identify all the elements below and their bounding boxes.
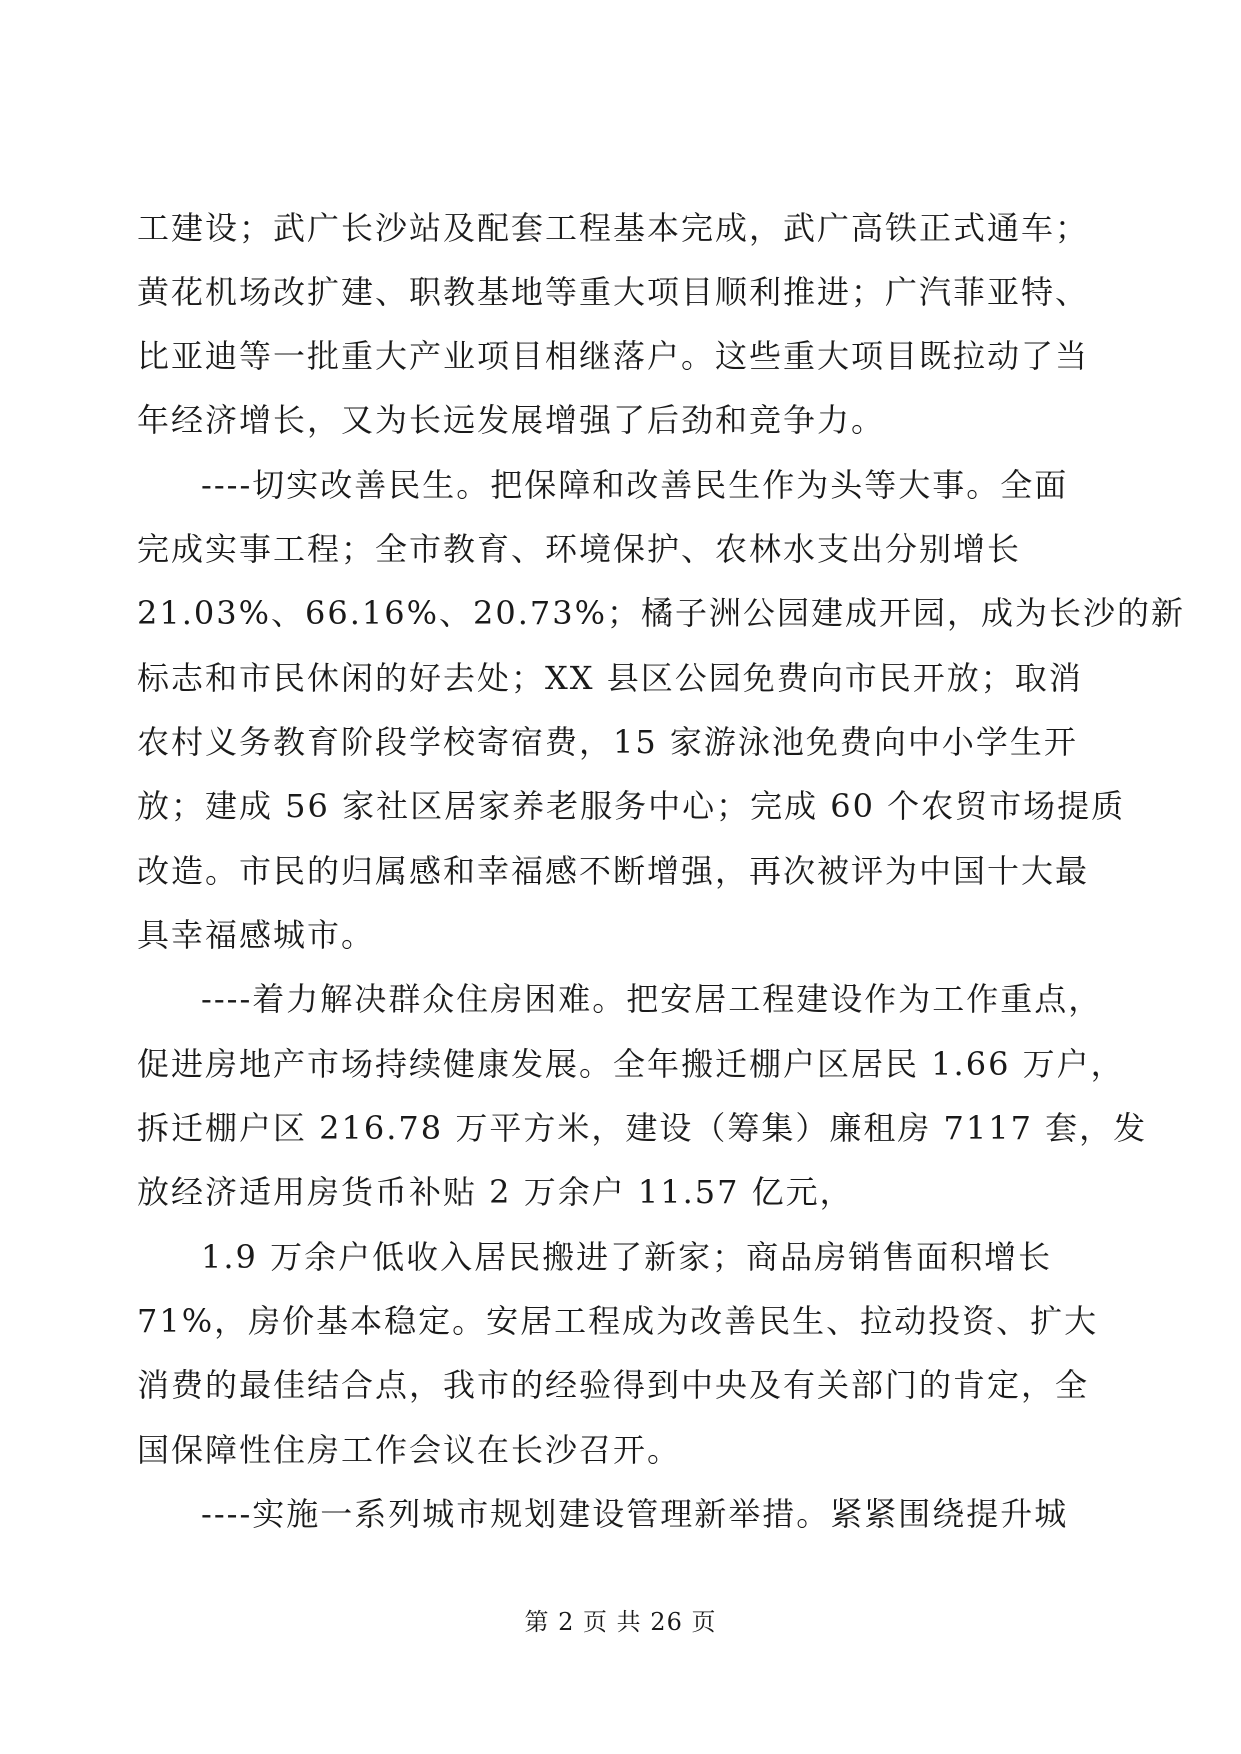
body-text-line: 农村义务教育阶段学校寄宿费，15 家游泳池免费向中小学生开 <box>137 723 1078 761</box>
body-text-line: 促进房地产市场持续健康发展。全年搬迁棚户区居民 1.66 万户， <box>137 1045 1125 1083</box>
body-text-line: 国保障性住房工作会议在长沙召开。 <box>137 1431 682 1469</box>
body-text-line: 年经济增长，又为长远发展增强了后劲和竞争力。 <box>137 401 886 439</box>
body-text-line: 拆迁棚户区 216.78 万平方米，建设（筹集）廉租房 7117 套，发 <box>137 1109 1148 1147</box>
body-text-line: 具幸福感城市。 <box>137 916 376 954</box>
body-text-line: 消费的最佳结合点，我市的经验得到中央及有关部门的肯定，全 <box>137 1366 1090 1404</box>
body-text-line: 71%，房价基本稳定。安居工程成为改善民生、拉动投资、扩大 <box>137 1302 1099 1340</box>
body-text-line: 放；建成 56 家社区居家养老服务中心；完成 60 个农贸市场提质 <box>137 787 1126 825</box>
body-text-line: 工建设；武广长沙站及配套工程基本完成，武广高铁正式通车； <box>137 209 1090 247</box>
paragraph-start-line: 1.9 万余户低收入居民搬进了新家；商品房销售面积增长 <box>201 1238 1053 1276</box>
body-text-line: 标志和市民休闲的好去处；XX 县区公园免费向市民开放；取消 <box>137 659 1083 697</box>
body-text-line: 完成实事工程；全市教育、环境保护、农林水支出分别增长 <box>137 530 1022 568</box>
body-text-line: 改造。市民的归属感和幸福感不断增强，再次被评为中国十大最 <box>137 852 1090 890</box>
paragraph-start-line: ----着力解决群众住房困难。把安居工程建设作为工作重点， <box>201 980 1103 1018</box>
body-text-line: 放经济适用房货币补贴 2 万余户 11.57 亿元， <box>137 1173 854 1211</box>
paragraph-start-line: ----实施一系列城市规划建设管理新举措。紧紧围绕提升城 <box>201 1495 1069 1533</box>
page-number-footer: 第 2 页 共 26 页 <box>524 1608 717 1636</box>
body-text-line: 21.03%、66.16%、20.73%；橘子洲公园建成开园，成为长沙的新 <box>137 594 1186 632</box>
paragraph-start-line: ----切实改善民生。把保障和改善民生作为头等大事。全面 <box>201 466 1069 504</box>
body-text-line: 黄花机场改扩建、职教基地等重大项目顺利推进；广汽菲亚特、 <box>137 273 1090 311</box>
body-text-line: 比亚迪等一批重大产业项目相继落户。这些重大项目既拉动了当 <box>137 337 1090 375</box>
